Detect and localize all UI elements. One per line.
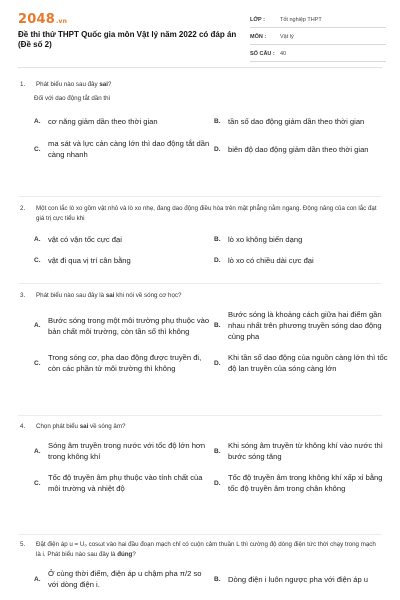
option-letter: B. xyxy=(214,236,221,243)
option-b[interactable] xyxy=(214,110,390,132)
page-title xyxy=(18,30,243,50)
meta-value: Vật lý xyxy=(280,34,294,40)
logo-suffix: .vn xyxy=(55,18,68,25)
answer-options xyxy=(34,234,382,266)
option-text: vật đi qua vị trí cân bằng xyxy=(48,256,131,265)
stem-text-end: khi nói về sóng cơ học? xyxy=(114,292,182,299)
question-stem xyxy=(18,204,382,224)
stem-text: Đặt điện áp u = U₀ cosωt vào hai đầu đoạn mạch chỉ có cuộn cảm thuần L thì cường độ dòng điện tức thời chạy trong mạch là i. Phát biểu nào sau đây là xyxy=(36,541,376,558)
option-d[interactable] xyxy=(214,138,390,160)
question-text xyxy=(36,291,382,301)
question-stem xyxy=(18,80,382,90)
stem-emphasis: sai xyxy=(99,81,108,88)
meta-value: 40 xyxy=(280,51,287,57)
option-text: Bước sóng là khoảng cách giữa hai điểm gần nhau nhất trên phương truyền sóng dao động cùng pha xyxy=(228,310,382,341)
question-3 xyxy=(18,291,388,374)
stem-text: Chọn phát biểu xyxy=(36,423,80,430)
option-b[interactable] xyxy=(214,568,390,590)
answer-options xyxy=(34,309,388,374)
option-b[interactable] xyxy=(214,440,390,462)
option-letter: A. xyxy=(34,236,41,243)
option-letter: D. xyxy=(214,359,221,367)
stem-emphasis: đúng xyxy=(117,551,133,558)
option-text: Tốc độ truyền âm phụ thuộc vào tính chất của môi trường và nhiệt độ xyxy=(48,473,203,493)
question-separator xyxy=(18,283,382,284)
question-text xyxy=(36,80,382,90)
option-letter: C. xyxy=(34,359,41,367)
option-text: Tốc độ truyền âm trong không khí xấp xỉ bằng tốc độ truyền âm trong chân không xyxy=(228,473,383,493)
stem-text-end: ? xyxy=(107,81,112,88)
title-line-2: (Đề số 2) xyxy=(18,40,52,49)
meta-value: Tốt nghiệp THPT xyxy=(280,17,322,23)
question-separator xyxy=(18,415,382,416)
title-line-1: Đề thi thử THPT Quốc gia môn Vật lý năm 2022 có đáp án xyxy=(18,30,237,39)
question-4 xyxy=(18,422,382,494)
logo-main: 2048 xyxy=(18,12,55,27)
option-letter: C. xyxy=(34,479,41,487)
stem-emphasis: sai xyxy=(105,292,115,299)
question-2 xyxy=(18,204,382,266)
option-letter: A. xyxy=(34,575,41,583)
meta-row-class xyxy=(250,13,386,28)
option-letter: B. xyxy=(214,447,221,455)
meta-key: SỐ CÂU : xyxy=(250,51,275,57)
option-text: tần số dao động giảm dần theo thời gian xyxy=(228,116,365,126)
option-d[interactable] xyxy=(214,472,390,494)
option-c[interactable] xyxy=(34,255,210,266)
option-a[interactable] xyxy=(34,440,210,462)
question-subtext: Đối với dao động tắt dần thì xyxy=(34,95,111,102)
option-text: Khi sóng âm truyền từ không khí vào nước thì bước sóng tăng xyxy=(228,441,383,461)
question-separator xyxy=(18,534,382,535)
meta-row-subject xyxy=(250,30,386,45)
question-text xyxy=(36,540,382,560)
site-logo[interactable] xyxy=(18,12,67,27)
option-text: Trong sóng cơ, pha dao động được truyền đi, còn các phần tử môi trường thì không xyxy=(48,353,202,373)
option-letter: D. xyxy=(214,257,221,264)
option-letter: A. xyxy=(34,322,41,329)
option-c[interactable] xyxy=(34,352,210,374)
option-text: biên độ dao động giảm dần theo thời gian xyxy=(228,144,369,154)
meta-key: LỚP : xyxy=(250,17,265,23)
option-letter: C. xyxy=(34,145,41,153)
option-text: Sóng âm truyền trong nước với tốc độ lớn hơn trong không khí xyxy=(48,441,206,461)
option-text: Dòng điện i luôn ngược pha với điện áp u xyxy=(228,574,369,584)
question-stem xyxy=(18,540,382,560)
meta-key: MÔN : xyxy=(250,34,267,40)
question-number: 1. xyxy=(20,81,26,88)
option-text: Bước sóng trong một môi trường phụ thuộc vào bản chất môi trường, còn tần số thì không xyxy=(48,315,210,336)
question-number: 4. xyxy=(20,423,26,430)
stem-text: Phát biểu nào sau đây là xyxy=(36,292,106,299)
question-stem xyxy=(18,422,382,432)
question-text xyxy=(36,422,382,432)
option-d[interactable] xyxy=(214,352,390,374)
stem-text: Phát biểu nào sau đây xyxy=(36,81,100,88)
question-1 xyxy=(18,80,382,160)
question-separator xyxy=(18,196,382,197)
option-a[interactable] xyxy=(34,309,210,342)
option-letter: C. xyxy=(34,257,41,264)
meta-row-count xyxy=(250,47,386,62)
option-text: Khi tần số dao động của nguồn càng lớn thì tốc độ lan truyền của sóng càng lớn xyxy=(228,353,388,373)
stem-text-end: ? xyxy=(132,551,136,558)
option-letter: D. xyxy=(214,145,221,153)
answer-options xyxy=(34,110,382,160)
option-text: ma sát và lực cản càng lớn thì dao động tắt dần càng nhanh xyxy=(48,139,210,159)
option-letter: A. xyxy=(34,447,41,455)
question-5 xyxy=(18,540,382,590)
question-number: 2. xyxy=(20,205,26,212)
stem-text-end: về sóng âm? xyxy=(88,423,126,430)
option-letter: D. xyxy=(214,479,221,487)
question-number: 3. xyxy=(20,292,26,299)
option-letter: A. xyxy=(34,117,41,125)
option-a[interactable] xyxy=(34,110,210,132)
option-d[interactable] xyxy=(214,255,390,266)
question-number: 5. xyxy=(20,541,26,548)
exam-meta xyxy=(250,13,386,62)
option-text: lò xo có chiều dài cực đại xyxy=(228,256,314,265)
option-text: lò xo không biến dạng xyxy=(228,235,303,244)
option-b[interactable] xyxy=(214,234,390,245)
option-b[interactable] xyxy=(214,309,390,342)
option-a[interactable] xyxy=(34,568,210,590)
option-text: cơ năng giảm dần theo thời gian xyxy=(48,116,158,126)
question-text: Một con lắc lò xo gồm vật nhỏ và lò xo nhẹ, đang dao động điều hòa trên mặt phẳng nằm ngang. Động năng của con lắc đạt giá trị cực tiểu khi xyxy=(36,205,377,222)
header-divider xyxy=(18,67,382,68)
option-letter: B. xyxy=(214,117,221,125)
option-text: vật có vận tốc cực đại xyxy=(48,235,122,244)
question-stem xyxy=(18,291,382,301)
option-a[interactable] xyxy=(34,234,210,245)
stem-emphasis: sai xyxy=(79,423,89,430)
option-letter: B. xyxy=(214,575,221,583)
option-c[interactable] xyxy=(34,138,210,160)
option-c[interactable] xyxy=(34,472,210,494)
answer-options xyxy=(34,568,382,590)
answer-options xyxy=(34,440,382,494)
option-letter: B. xyxy=(214,322,221,329)
option-text: Ở cùng thời điểm, điện áp u chậm pha π/2 so với dòng điện i. xyxy=(48,569,202,589)
